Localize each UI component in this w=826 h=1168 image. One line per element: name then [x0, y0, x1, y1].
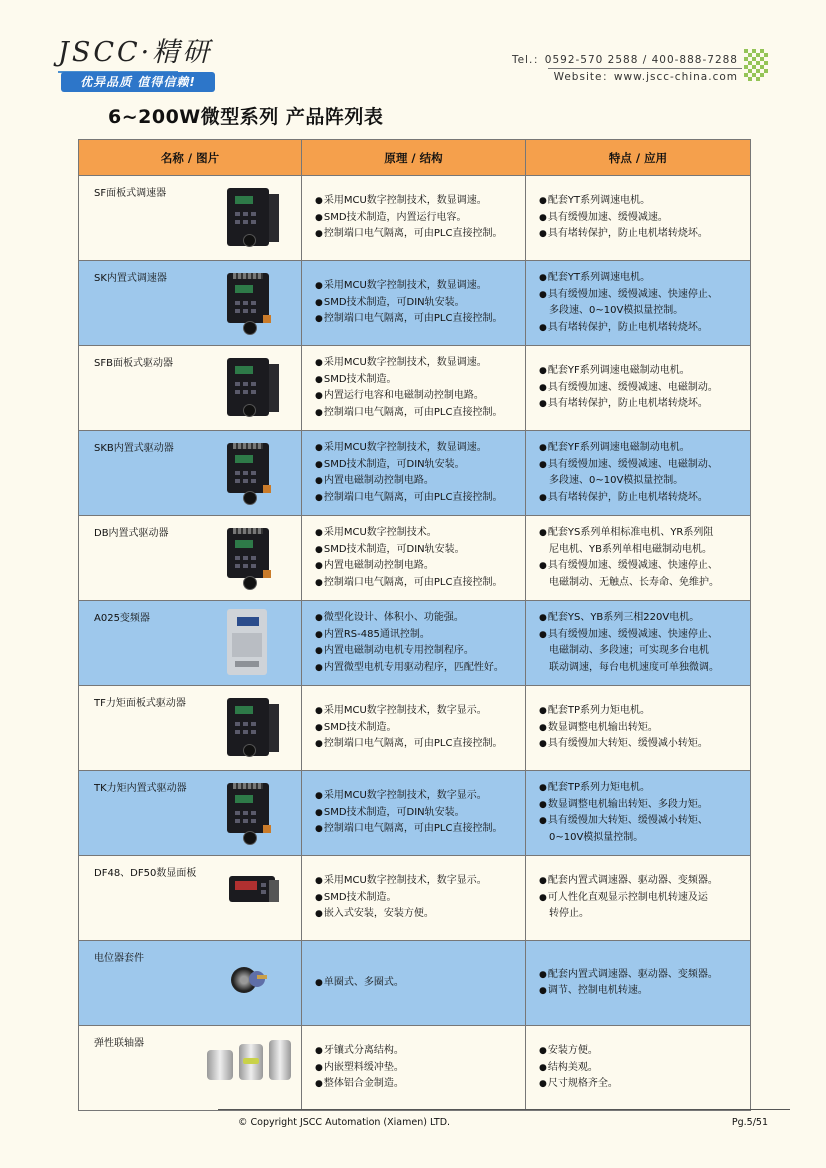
telephone: Tel.：0592-570 2588 / 400-888-7288: [511, 54, 738, 66]
list-item: ● 控制端口电气隔离，可由PLC直接控制。: [315, 311, 502, 328]
list-item: ● 采用MCU数字控制技术，数字显示。: [315, 873, 487, 890]
list-item: ● 配套YS、YB系列三相220V电机。: [539, 610, 719, 627]
product-table: [78, 139, 751, 1111]
list-item: ● 采用MCU数字控制技术，数显调速。: [315, 355, 502, 372]
list-item: ● SMD技术制造。: [315, 372, 502, 389]
list-item: ● 尺寸规格齐全。: [539, 1076, 618, 1093]
list-item: ● 控制端口电气隔离，可由PLC直接控制。: [315, 736, 502, 753]
list-item: ● 具有缓慢加速、缓慢减速、快速停止、: [539, 627, 719, 644]
product-name-cell: [79, 176, 302, 261]
list-item: ● 具有缓慢加大转矩、缓慢减小转矩、: [539, 813, 708, 830]
features-cell: [526, 176, 751, 261]
principle-list: [315, 703, 502, 753]
list-item: ● 控制端口电气隔离，可由PLC直接控制。: [315, 575, 502, 592]
product-name-cell: [79, 346, 302, 431]
table-row: [79, 771, 751, 856]
principle-list: [315, 873, 487, 923]
list-item: ● 安装方便。: [539, 1043, 618, 1060]
product-name: TK力矩内置式驱动器: [94, 783, 187, 794]
list-item: ● 采用MCU数字控制技术，数字显示。: [315, 703, 502, 720]
potentiometer-icon: [229, 961, 269, 1001]
principle-list: [315, 610, 504, 676]
principle-list: [315, 975, 404, 992]
list-item: ● 配套YS系列单相标准电机、YR系列阻: [539, 525, 719, 542]
product-name-cell: [79, 431, 302, 516]
table-row: [79, 346, 751, 431]
list-item: ● 具有缓慢加大转矩、缓慢减小转矩。: [539, 736, 708, 753]
footer-divider: [218, 1109, 790, 1110]
list-item: ● 单圈式、多圈式。: [315, 975, 404, 992]
list-item: ● 内置RS-485通讯控制。: [315, 627, 504, 644]
page-title: 6~200W微型系列 产品阵列表: [108, 106, 384, 128]
list-item: ● SMD技术制造，内置运行电容。: [315, 210, 502, 227]
features-list: [539, 193, 708, 243]
logo-text: JSCC·精研: [58, 37, 213, 68]
panel-driver-icon: [227, 358, 277, 422]
product-name-cell: [79, 601, 302, 686]
product-name: A025变频器: [94, 613, 150, 624]
principle-list: [315, 1043, 404, 1093]
list-item: ● 内置电磁制动控制电路。: [315, 473, 502, 490]
table-row: [79, 601, 751, 686]
product-name: SKB内置式驱动器: [94, 443, 174, 454]
list-item: ● 具有缓慢加速、缓慢减速、快速停止、: [539, 287, 718, 304]
table-row: [79, 856, 751, 941]
list-item: ● 配套YT系列调速电机。: [539, 193, 708, 210]
list-item: ● 整体铝合金制造。: [315, 1076, 404, 1093]
principle-list: [315, 440, 502, 506]
principle-cell: [302, 176, 526, 261]
copyright: © Copyright JSCC Automation (Xiamen) LTD.: [238, 1117, 451, 1128]
list-item: ● SMD技术制造，可DIN轨安装。: [315, 295, 502, 312]
product-name: DB内置式驱动器: [94, 528, 169, 539]
list-item: ● 牙镶式分离结构。: [315, 1043, 404, 1060]
table-row: [79, 1026, 751, 1111]
product-name: DF48、DF50数显面板: [94, 868, 197, 879]
list-item: ● SMD技术制造，可DIN轨安装。: [315, 542, 502, 559]
list-item: ● 采用MCU数字控制技术，数字显示。: [315, 788, 502, 805]
list-item: 电磁制动、多段速；可实现多台电机: [549, 645, 709, 656]
product-name: SF面板式调速器: [94, 188, 167, 199]
product-name-cell: [79, 856, 302, 941]
torque-panel-driver-icon: [227, 698, 277, 762]
principle-cell: [302, 941, 526, 1026]
features-list: [539, 780, 708, 846]
features-list: [539, 703, 708, 753]
principle-cell: [302, 601, 526, 686]
db-driver-icon: [227, 528, 277, 592]
header-name-image: 名称 / 图片: [79, 140, 302, 176]
features-cell: [526, 856, 751, 941]
list-item: ● 配套内置式调速器、驱动器、变频器。: [539, 967, 718, 984]
features-cell: [526, 261, 751, 346]
display-panel-icon: [229, 876, 279, 906]
principle-cell: [302, 516, 526, 601]
list-item: ● 控制端口电气隔离，可由PLC直接控制。: [315, 226, 502, 243]
list-item: ● 采用MCU数字控制技术，数显调速。: [315, 278, 502, 295]
list-item: ● 具有缓慢加速、缓慢减速、电磁制动、: [539, 457, 718, 474]
list-item: ● SMD技术制造，可DIN轨安装。: [315, 457, 502, 474]
product-name: TF力矩面板式驱动器: [94, 698, 186, 709]
product-name-cell: [79, 686, 302, 771]
list-item: 联动调速，每台电机速度可单独微调。: [549, 661, 719, 673]
header-features: 特点 / 应用: [526, 140, 751, 176]
features-list: [539, 363, 718, 413]
principle-cell: [302, 856, 526, 941]
list-item: ● SMD技术制造，可DIN轨安装。: [315, 805, 502, 822]
list-item: ● 可人性化直观显示控制电机转速及运: [539, 890, 718, 907]
list-item: ● 配套TP系列力矩电机。: [539, 780, 708, 797]
principle-list: [315, 788, 502, 838]
list-item: ● 微型化设计、体积小、功能强。: [315, 610, 504, 627]
features-cell: [526, 771, 751, 856]
product-name-cell: [79, 771, 302, 856]
features-cell: [526, 601, 751, 686]
list-item: ● 控制端口电气隔离，可由PLC直接控制。: [315, 490, 502, 507]
features-list: [539, 525, 719, 591]
principle-list: [315, 525, 502, 591]
list-item: ● 嵌入式安装，安装方便。: [315, 906, 487, 923]
principle-cell: [302, 261, 526, 346]
principle-list: [315, 355, 502, 421]
principle-list: [315, 278, 502, 328]
list-item: ● 内置电磁制动电机专用控制程序。: [315, 643, 504, 660]
product-name: SFB面板式驱动器: [94, 358, 173, 369]
table-row: [79, 686, 751, 771]
list-item: ● 采用MCU数字控制技术。: [315, 525, 502, 542]
list-item: ● 具有堵转保护，防止电机堵转烧坏。: [539, 320, 718, 337]
list-item: ● SMD技术制造。: [315, 720, 502, 737]
features-list: [539, 967, 718, 1000]
list-item: ● 配套YF系列调速电磁制动电机。: [539, 363, 718, 380]
principle-cell: [302, 771, 526, 856]
list-item: ● 内嵌塑料缓冲垫。: [315, 1060, 404, 1077]
features-cell: [526, 346, 751, 431]
product-name: 弹性联轴器: [94, 1038, 144, 1049]
list-item: ● 配套TP系列力矩电机。: [539, 703, 708, 720]
list-item: ● 内置运行电容和电磁制动控制电路。: [315, 388, 502, 405]
list-item: ● 具有缓慢加速、缓慢减速、快速停止、: [539, 558, 719, 575]
company-logo: [58, 38, 212, 68]
features-list: [539, 610, 719, 676]
principle-cell: [302, 346, 526, 431]
principle-cell: [302, 431, 526, 516]
list-item: ● 控制端口电气隔离，可由PLC直接控制。: [315, 405, 502, 422]
list-item: ● 内置微型电机专用驱动程序，匹配性好。: [315, 660, 504, 677]
list-item: ● 具有堵转保护，防止电机堵转烧坏。: [539, 396, 718, 413]
list-item: ● 具有堵转保护，防止电机堵转烧坏。: [539, 226, 708, 243]
features-list: [539, 440, 718, 506]
product-name-cell: [79, 261, 302, 346]
list-item: ● 数显调整电机输出转矩、多段力矩。: [539, 797, 708, 814]
din-controller-icon: [227, 273, 277, 337]
features-cell: [526, 1026, 751, 1111]
table-row: [79, 261, 751, 346]
table-row: [79, 516, 751, 601]
list-item: 多段速、0~10V模拟量控制。: [549, 475, 684, 486]
list-item: 多段速、0~10V模拟量控制。: [549, 305, 684, 316]
table-row: [79, 941, 751, 1026]
features-list: [539, 1043, 618, 1093]
features-cell: [526, 686, 751, 771]
features-list: [539, 270, 718, 336]
list-item: 0~10V模拟量控制。: [549, 831, 644, 843]
list-item: ● 调节、控制电机转速。: [539, 983, 718, 1000]
product-name: SK内置式调速器: [94, 273, 167, 284]
website[interactable]: Website：www.jscc-china.com: [553, 71, 738, 83]
slogan-banner: 优异品质 值得信赖!: [61, 72, 215, 92]
list-item: ● 采用MCU数字控制技术，数显调速。: [315, 193, 502, 210]
panel-controller-icon: [227, 188, 277, 252]
list-item: 转停止。: [549, 908, 589, 920]
table-row: [79, 176, 751, 261]
header-principle: 原理 / 结构: [302, 140, 526, 176]
inverter-icon: [227, 609, 267, 675]
list-item: ● 配套YF系列调速电磁制动电机。: [539, 440, 718, 457]
features-cell: [526, 941, 751, 1026]
features-cell: [526, 431, 751, 516]
list-item: 电磁制动、无触点、长寿命、免维护。: [549, 576, 719, 588]
product-name-cell: [79, 1026, 302, 1111]
coupling-icon: [207, 1038, 297, 1088]
list-item: ● 结构美观。: [539, 1060, 618, 1077]
product-name-cell: [79, 516, 302, 601]
torque-din-driver-icon: [227, 783, 277, 847]
list-item: ● 配套内置式调速器、驱动器、变频器。: [539, 873, 718, 890]
contact-info: [512, 52, 738, 86]
table-header-row: [79, 140, 751, 176]
table-row: [79, 431, 751, 516]
principle-list: [315, 193, 502, 243]
list-item: ● 内置电磁制动控制电路。: [315, 558, 502, 575]
list-item: ● 控制端口电气隔离，可由PLC直接控制。: [315, 821, 502, 838]
list-item: ● 具有缓慢加速、缓慢减速、电磁制动。: [539, 380, 718, 397]
list-item: ● SMD技术制造。: [315, 890, 487, 907]
product-name-cell: [79, 941, 302, 1026]
list-item: ● 具有缓慢加速、缓慢减速。: [539, 210, 708, 227]
features-list: [539, 873, 718, 923]
product-name: 电位器套件: [94, 953, 144, 964]
list-item: ● 数显调整电机输出转矩。: [539, 720, 708, 737]
din-driver-icon: [227, 443, 277, 507]
list-item: 尼电机、YB系列单相电磁制动电机。: [549, 543, 712, 555]
list-item: ● 配套YT系列调速电机。: [539, 270, 718, 287]
decorative-dots-icon: [744, 49, 768, 82]
principle-cell: [302, 1026, 526, 1111]
features-cell: [526, 516, 751, 601]
list-item: ● 具有堵转保护，防止电机堵转烧坏。: [539, 490, 718, 507]
list-item: ● 采用MCU数字控制技术，数显调速。: [315, 440, 502, 457]
page-number: Pg.5/51: [731, 1117, 768, 1128]
principle-cell: [302, 686, 526, 771]
